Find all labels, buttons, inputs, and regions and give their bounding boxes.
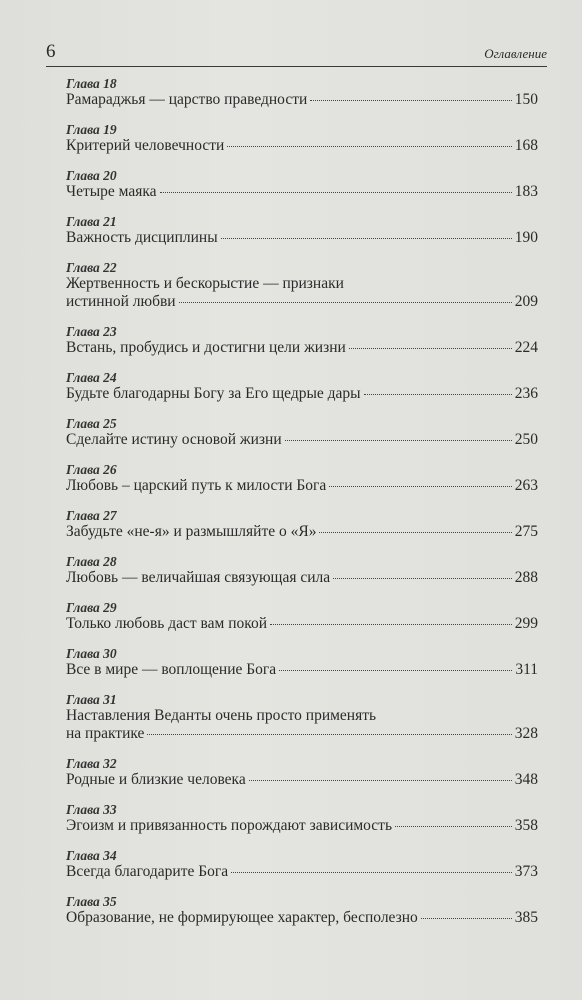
toc-entry xyxy=(66,122,538,155)
dot-leader xyxy=(329,485,511,487)
page-reference: 358 xyxy=(514,817,538,834)
toc-row xyxy=(66,91,538,109)
dot-leader xyxy=(364,393,512,395)
toc-entry xyxy=(66,756,538,789)
chapter-label: Глава 35 xyxy=(66,894,117,909)
page-reference: 224 xyxy=(514,339,538,356)
chapter-label: Глава 22 xyxy=(66,260,117,275)
toc-row xyxy=(66,339,538,357)
page-reference: 288 xyxy=(514,569,538,586)
dot-leader xyxy=(310,99,511,101)
toc-row xyxy=(66,725,538,743)
dot-leader xyxy=(279,669,512,671)
chapter-label: Глава 25 xyxy=(66,416,117,431)
toc-row xyxy=(66,771,538,789)
page-reference: 190 xyxy=(514,229,538,246)
toc-row xyxy=(66,137,538,155)
chapter-title: Только любовь даст вам покой xyxy=(66,615,268,632)
chapter-title: Встань, пробудись и достигни цели жизни xyxy=(66,339,346,356)
chapter-label: Глава 34 xyxy=(66,848,117,863)
chapter-label: Глава 18 xyxy=(66,76,117,91)
chapter-label: Глава 23 xyxy=(66,324,117,339)
toc-entry xyxy=(66,260,538,311)
chapter-title: Родные и близкие человека xyxy=(66,771,246,788)
toc-entry xyxy=(66,848,538,881)
toc-row xyxy=(66,183,538,201)
dot-leader xyxy=(221,237,512,239)
chapter-label: Глава 31 xyxy=(66,692,117,707)
chapter-label: Глава 33 xyxy=(66,802,117,817)
toc-row xyxy=(66,477,538,495)
page-reference: 275 xyxy=(514,523,538,540)
toc-row xyxy=(66,569,538,587)
toc-entry xyxy=(66,416,538,449)
dot-leader xyxy=(333,577,512,579)
toc-entry xyxy=(66,462,538,495)
toc-entry xyxy=(66,76,538,109)
toc-row xyxy=(66,523,538,541)
toc-entry xyxy=(66,802,538,835)
toc-entry xyxy=(66,370,538,403)
toc-row xyxy=(66,229,538,247)
dot-leader xyxy=(227,145,511,147)
chapter-label: Глава 27 xyxy=(66,508,117,523)
dot-leader xyxy=(395,825,512,827)
dot-leader xyxy=(249,779,512,781)
toc-entry xyxy=(66,600,538,633)
chapter-label: Глава 28 xyxy=(66,554,117,569)
page-reference: 348 xyxy=(514,771,538,788)
chapter-label: Глава 19 xyxy=(66,122,117,137)
chapter-title: Образование, не формирующее характер, бесполезно xyxy=(66,909,418,926)
chapter-label: Глава 24 xyxy=(66,370,117,385)
toc-row xyxy=(66,615,538,633)
dot-leader xyxy=(147,733,511,735)
chapter-title: Эгоизм и привязанность порождают зависимость xyxy=(66,817,393,834)
dot-leader xyxy=(421,917,512,919)
chapter-title: Сделайте истину основой жизни xyxy=(66,431,282,448)
chapter-title: Любовь — величайшая связующая сила xyxy=(66,569,331,586)
chapter-title-line: Жертвенность и бескорыстие — признаки xyxy=(66,275,344,292)
page-reference: 328 xyxy=(514,725,538,742)
dot-leader xyxy=(270,623,512,625)
dot-leader xyxy=(319,531,511,533)
chapter-title-line: Наставления Веданты очень просто применять xyxy=(66,707,377,724)
dot-leader xyxy=(231,871,512,873)
page-reference: 168 xyxy=(514,137,538,154)
dot-leader xyxy=(349,347,512,349)
toc-entry xyxy=(66,168,538,201)
toc-row xyxy=(66,817,538,835)
page-reference: 183 xyxy=(514,183,538,200)
toc-entry xyxy=(66,692,538,743)
chapter-title: истинной любви xyxy=(66,293,176,310)
toc-entry xyxy=(66,894,538,927)
toc-row xyxy=(66,863,538,881)
page-reference: 150 xyxy=(514,91,538,108)
dot-leader xyxy=(160,191,512,193)
page-reference: 299 xyxy=(514,615,538,632)
chapter-title: Критерий человечности xyxy=(66,137,225,154)
dot-leader xyxy=(179,301,512,303)
chapter-title: Четыре маяка xyxy=(66,183,157,200)
chapter-label: Глава 29 xyxy=(66,600,117,615)
page-header xyxy=(46,42,547,67)
chapter-title: Забудьте «не-я» и размышляйте о «Я» xyxy=(66,523,317,540)
chapter-label: Глава 20 xyxy=(66,168,117,183)
page-reference: 311 xyxy=(515,661,538,678)
chapter-title: Будьте благодарны Богу за Его щедрые дары xyxy=(66,385,361,402)
toc-row xyxy=(66,909,538,927)
page-reference: 373 xyxy=(514,863,538,880)
toc-entry xyxy=(66,214,538,247)
chapter-label: Глава 21 xyxy=(66,214,117,229)
page-reference: 209 xyxy=(514,293,538,310)
dot-leader xyxy=(285,439,512,441)
toc-entry xyxy=(66,508,538,541)
chapter-title: Все в мире — воплощение Бога xyxy=(66,661,277,678)
chapter-title: на практике xyxy=(66,725,145,742)
page-reference: 263 xyxy=(514,477,538,494)
running-head: Оглавление xyxy=(484,46,547,61)
chapter-title: Любовь – царский путь к милости Бога xyxy=(66,477,327,494)
page-reference: 236 xyxy=(514,385,538,402)
page-reference: 250 xyxy=(514,431,538,448)
page-number: 6 xyxy=(46,41,56,62)
toc-row xyxy=(66,661,538,679)
chapter-title: Рамараджья — царство праведности xyxy=(66,91,308,108)
toc-entry xyxy=(66,324,538,357)
toc-row xyxy=(66,293,538,311)
chapter-label: Глава 32 xyxy=(66,756,117,771)
toc-row xyxy=(66,431,538,449)
table-of-contents xyxy=(66,76,538,940)
toc-entry xyxy=(66,554,538,587)
page-reference: 385 xyxy=(514,909,538,926)
chapter-label: Глава 26 xyxy=(66,462,117,477)
toc-entry xyxy=(66,646,538,679)
toc-row xyxy=(66,385,538,403)
chapter-label: Глава 30 xyxy=(66,646,117,661)
chapter-title: Важность дисциплины xyxy=(66,229,218,246)
chapter-title: Всегда благодарите Бога xyxy=(66,863,229,880)
